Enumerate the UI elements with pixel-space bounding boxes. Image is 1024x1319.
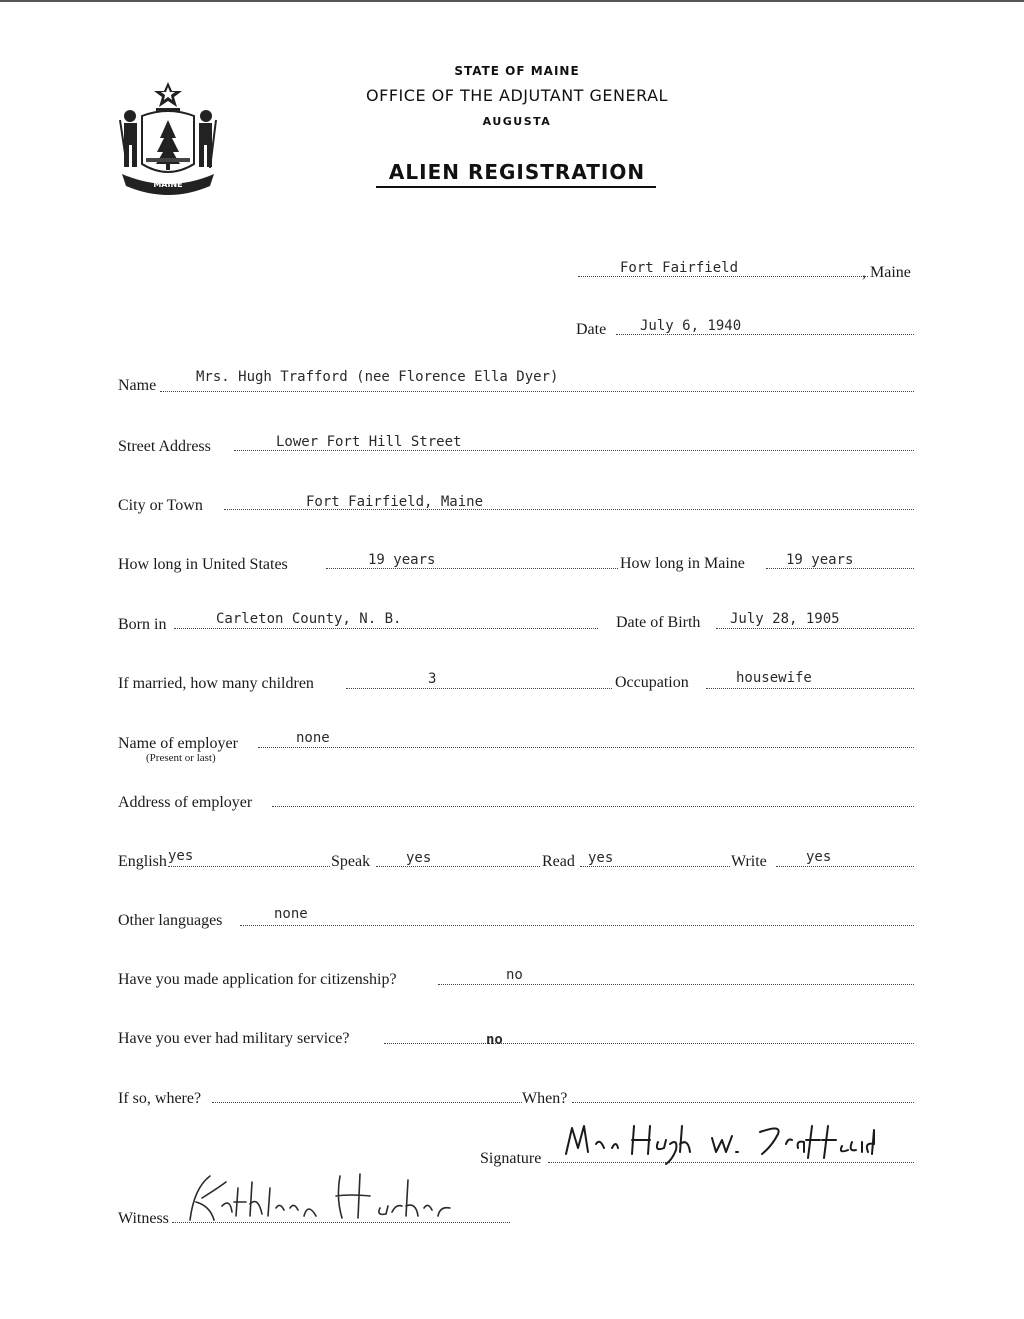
military-value: no xyxy=(486,1032,503,1048)
speak-line xyxy=(376,866,540,867)
other-languages-value: none xyxy=(274,906,308,922)
signature-label: Signature xyxy=(480,1150,542,1167)
signature-handwriting xyxy=(552,1118,914,1168)
dob-line xyxy=(716,628,914,629)
scan-edge xyxy=(0,0,1024,2)
street-label: Street Address xyxy=(118,438,211,455)
when-label: When? xyxy=(522,1090,568,1107)
citizenship-line xyxy=(438,984,914,985)
write-line xyxy=(776,866,914,867)
read-line xyxy=(580,866,730,867)
english-line xyxy=(168,866,330,867)
dob-label: Date of Birth xyxy=(616,614,701,631)
born-label: Born in xyxy=(118,616,167,633)
occupation-label: Occupation xyxy=(615,674,689,691)
seal-ribbon-text: MAINE xyxy=(153,180,183,189)
witness-handwriting xyxy=(170,1168,510,1228)
header-office: OFFICE OF THE ADJUTANT GENERAL xyxy=(366,86,668,105)
witness-label: Witness xyxy=(118,1210,169,1227)
english-label: English xyxy=(118,853,167,870)
read-label: Read xyxy=(542,853,575,870)
speak-label: Speak xyxy=(331,853,371,870)
born-value: Carleton County, N. B. xyxy=(216,611,402,627)
employer-address-label: Address of employer xyxy=(118,794,253,811)
header-city: AUGUSTA xyxy=(482,115,552,128)
street-value: Lower Fort Hill Street xyxy=(276,434,462,450)
military-label: Have you ever had military service? xyxy=(118,1030,350,1047)
maine-time-label: How long in Maine xyxy=(620,555,745,572)
city-label: City or Town xyxy=(118,497,203,514)
date-line xyxy=(616,334,914,335)
military-line xyxy=(384,1043,914,1044)
read-value: yes xyxy=(588,850,614,866)
dob-value: July 28, 1905 xyxy=(730,611,840,627)
speak-value: yes xyxy=(406,850,432,866)
us-time-line xyxy=(326,568,618,569)
children-label: If married, how many children xyxy=(118,675,314,692)
citizenship-value: no xyxy=(506,967,523,983)
form-title: ALIEN REGISTRATION xyxy=(388,160,646,184)
us-time-label: How long in United States xyxy=(118,556,288,573)
place-line xyxy=(578,276,868,277)
other-languages-label: Other languages xyxy=(118,912,223,929)
place-suffix: , Maine xyxy=(862,264,911,281)
street-line xyxy=(234,450,914,451)
header-state: STATE OF MAINE xyxy=(454,64,580,78)
occupation-value: housewife xyxy=(736,670,812,686)
employer-value: none xyxy=(296,730,330,746)
other-languages-line xyxy=(240,925,914,926)
english-value: yes xyxy=(168,848,194,864)
name-label: Name xyxy=(118,377,157,394)
write-label: Write xyxy=(731,853,767,870)
date-value: July 6, 1940 xyxy=(640,318,742,334)
write-value: yes xyxy=(806,849,832,865)
employer-sublabel: (Present or last) xyxy=(146,752,216,764)
city-value: Fort Fairfield, Maine xyxy=(306,494,484,510)
where-line xyxy=(212,1102,522,1103)
place-value: Fort Fairfield xyxy=(620,260,739,276)
name-line xyxy=(160,391,914,392)
children-value: 3 xyxy=(428,671,437,687)
maine-time-value: 19 years xyxy=(786,552,854,568)
occupation-line xyxy=(706,688,914,689)
children-line xyxy=(346,688,612,689)
born-line xyxy=(174,628,598,629)
date-label: Date xyxy=(576,321,607,338)
employer-label: Name of employer xyxy=(118,735,238,752)
name-value: Mrs. Hugh Trafford (nee Florence Ella Dyer) xyxy=(196,369,559,385)
employer-line xyxy=(258,747,914,748)
maine-time-line xyxy=(766,568,914,569)
employer-address-line xyxy=(272,806,914,807)
citizenship-label: Have you made application for citizenship? xyxy=(118,971,397,988)
when-line xyxy=(572,1102,914,1103)
where-label: If so, where? xyxy=(118,1090,202,1107)
us-time-value: 19 years xyxy=(368,552,436,568)
title-underline xyxy=(376,186,656,188)
